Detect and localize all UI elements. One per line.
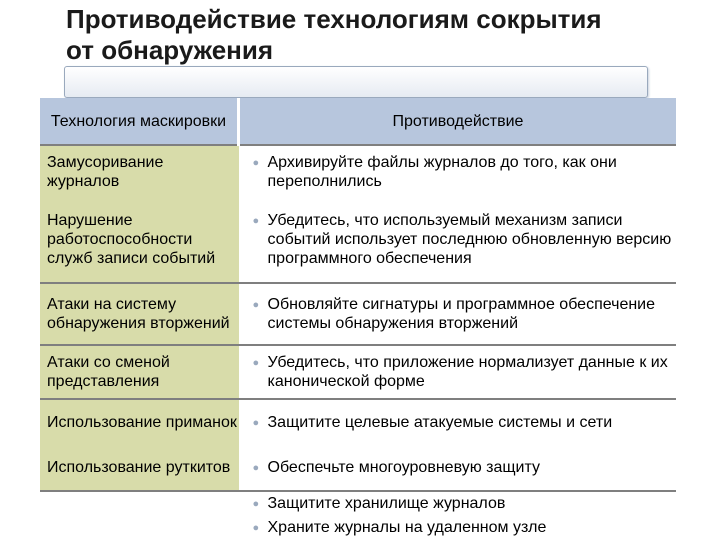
- countermeasure-text: Убедитесь, что используемый механизм записи событий использует последнюю обновленную версию программного обеспечения: [267, 212, 672, 267]
- table-row: [40, 283, 676, 345]
- list-item: [239, 492, 677, 516]
- bullet-icon: ●: [252, 461, 260, 474]
- header-technology: Технология маскировки: [40, 98, 239, 145]
- countermeasure-cell: [239, 445, 677, 491]
- technology-cell: Нарушение работоспособности служб записи событий: [40, 197, 239, 283]
- table-row: [40, 197, 676, 283]
- technology-cell: Использование приманок: [40, 399, 239, 445]
- countermeasure-text: Защитите хранилище журналов: [267, 495, 506, 512]
- countermeasure-text: Обновляйте сигнатуры и программное обеспечение системы обнаружения вторжений: [267, 296, 656, 332]
- list-item: [239, 456, 677, 480]
- table-row: [40, 445, 676, 491]
- countermeasure-text: Архивируйте файлы журналов до того, как они переполнились: [267, 153, 617, 190]
- countermeasure-text: Защитите целевые атакуемые системы и сети: [267, 413, 613, 431]
- list-item: [239, 209, 677, 270]
- bullet-icon: ●: [252, 299, 260, 311]
- table-header-row: [40, 98, 676, 145]
- countermeasure-cell: [239, 283, 677, 345]
- list-item: [239, 151, 677, 193]
- header-countermeasure: Противодействие: [239, 98, 677, 145]
- technology-cell: [40, 491, 239, 540]
- technology-cell: Замусоривание журналов: [40, 145, 239, 197]
- countermeasure-cell: [239, 491, 677, 540]
- countermeasure-cell: [239, 345, 677, 399]
- countermeasures-table: [40, 98, 676, 540]
- bullet-icon: ●: [252, 522, 260, 534]
- table-row: [40, 345, 676, 399]
- table-row: [40, 399, 676, 445]
- countermeasure-text: Храните журналы на удаленном узле: [267, 519, 547, 536]
- bullet-icon: ●: [252, 498, 260, 510]
- title-underline-bar: [64, 66, 648, 98]
- list-item: [239, 351, 677, 393]
- list-item: [239, 516, 677, 540]
- bullet-icon: ●: [252, 156, 260, 169]
- list-item: [239, 293, 677, 335]
- table-row: [40, 145, 676, 197]
- bullet-icon: ●: [252, 357, 260, 369]
- countermeasure-cell: [239, 145, 677, 197]
- bullet-icon: ●: [252, 215, 260, 227]
- technology-cell: Атаки со сменой представления: [40, 345, 239, 399]
- slide-title: Противодействие технологиям сокрытия от обнаружения: [66, 4, 602, 65]
- technology-cell: Атаки на систему обнаружения вторжений: [40, 283, 239, 345]
- table-row: [40, 491, 676, 540]
- countermeasure-cell: [239, 399, 677, 445]
- list-item: [239, 411, 677, 435]
- countermeasure-cell: [239, 197, 677, 283]
- countermeasure-text: Убедитесь, что приложение нормализует данные к их канонической форме: [267, 354, 668, 390]
- technology-cell: Использование руткитов: [40, 445, 239, 491]
- bullet-icon: ●: [252, 416, 260, 429]
- countermeasure-text: Обеспечьте многоуровневую защиту: [267, 458, 540, 476]
